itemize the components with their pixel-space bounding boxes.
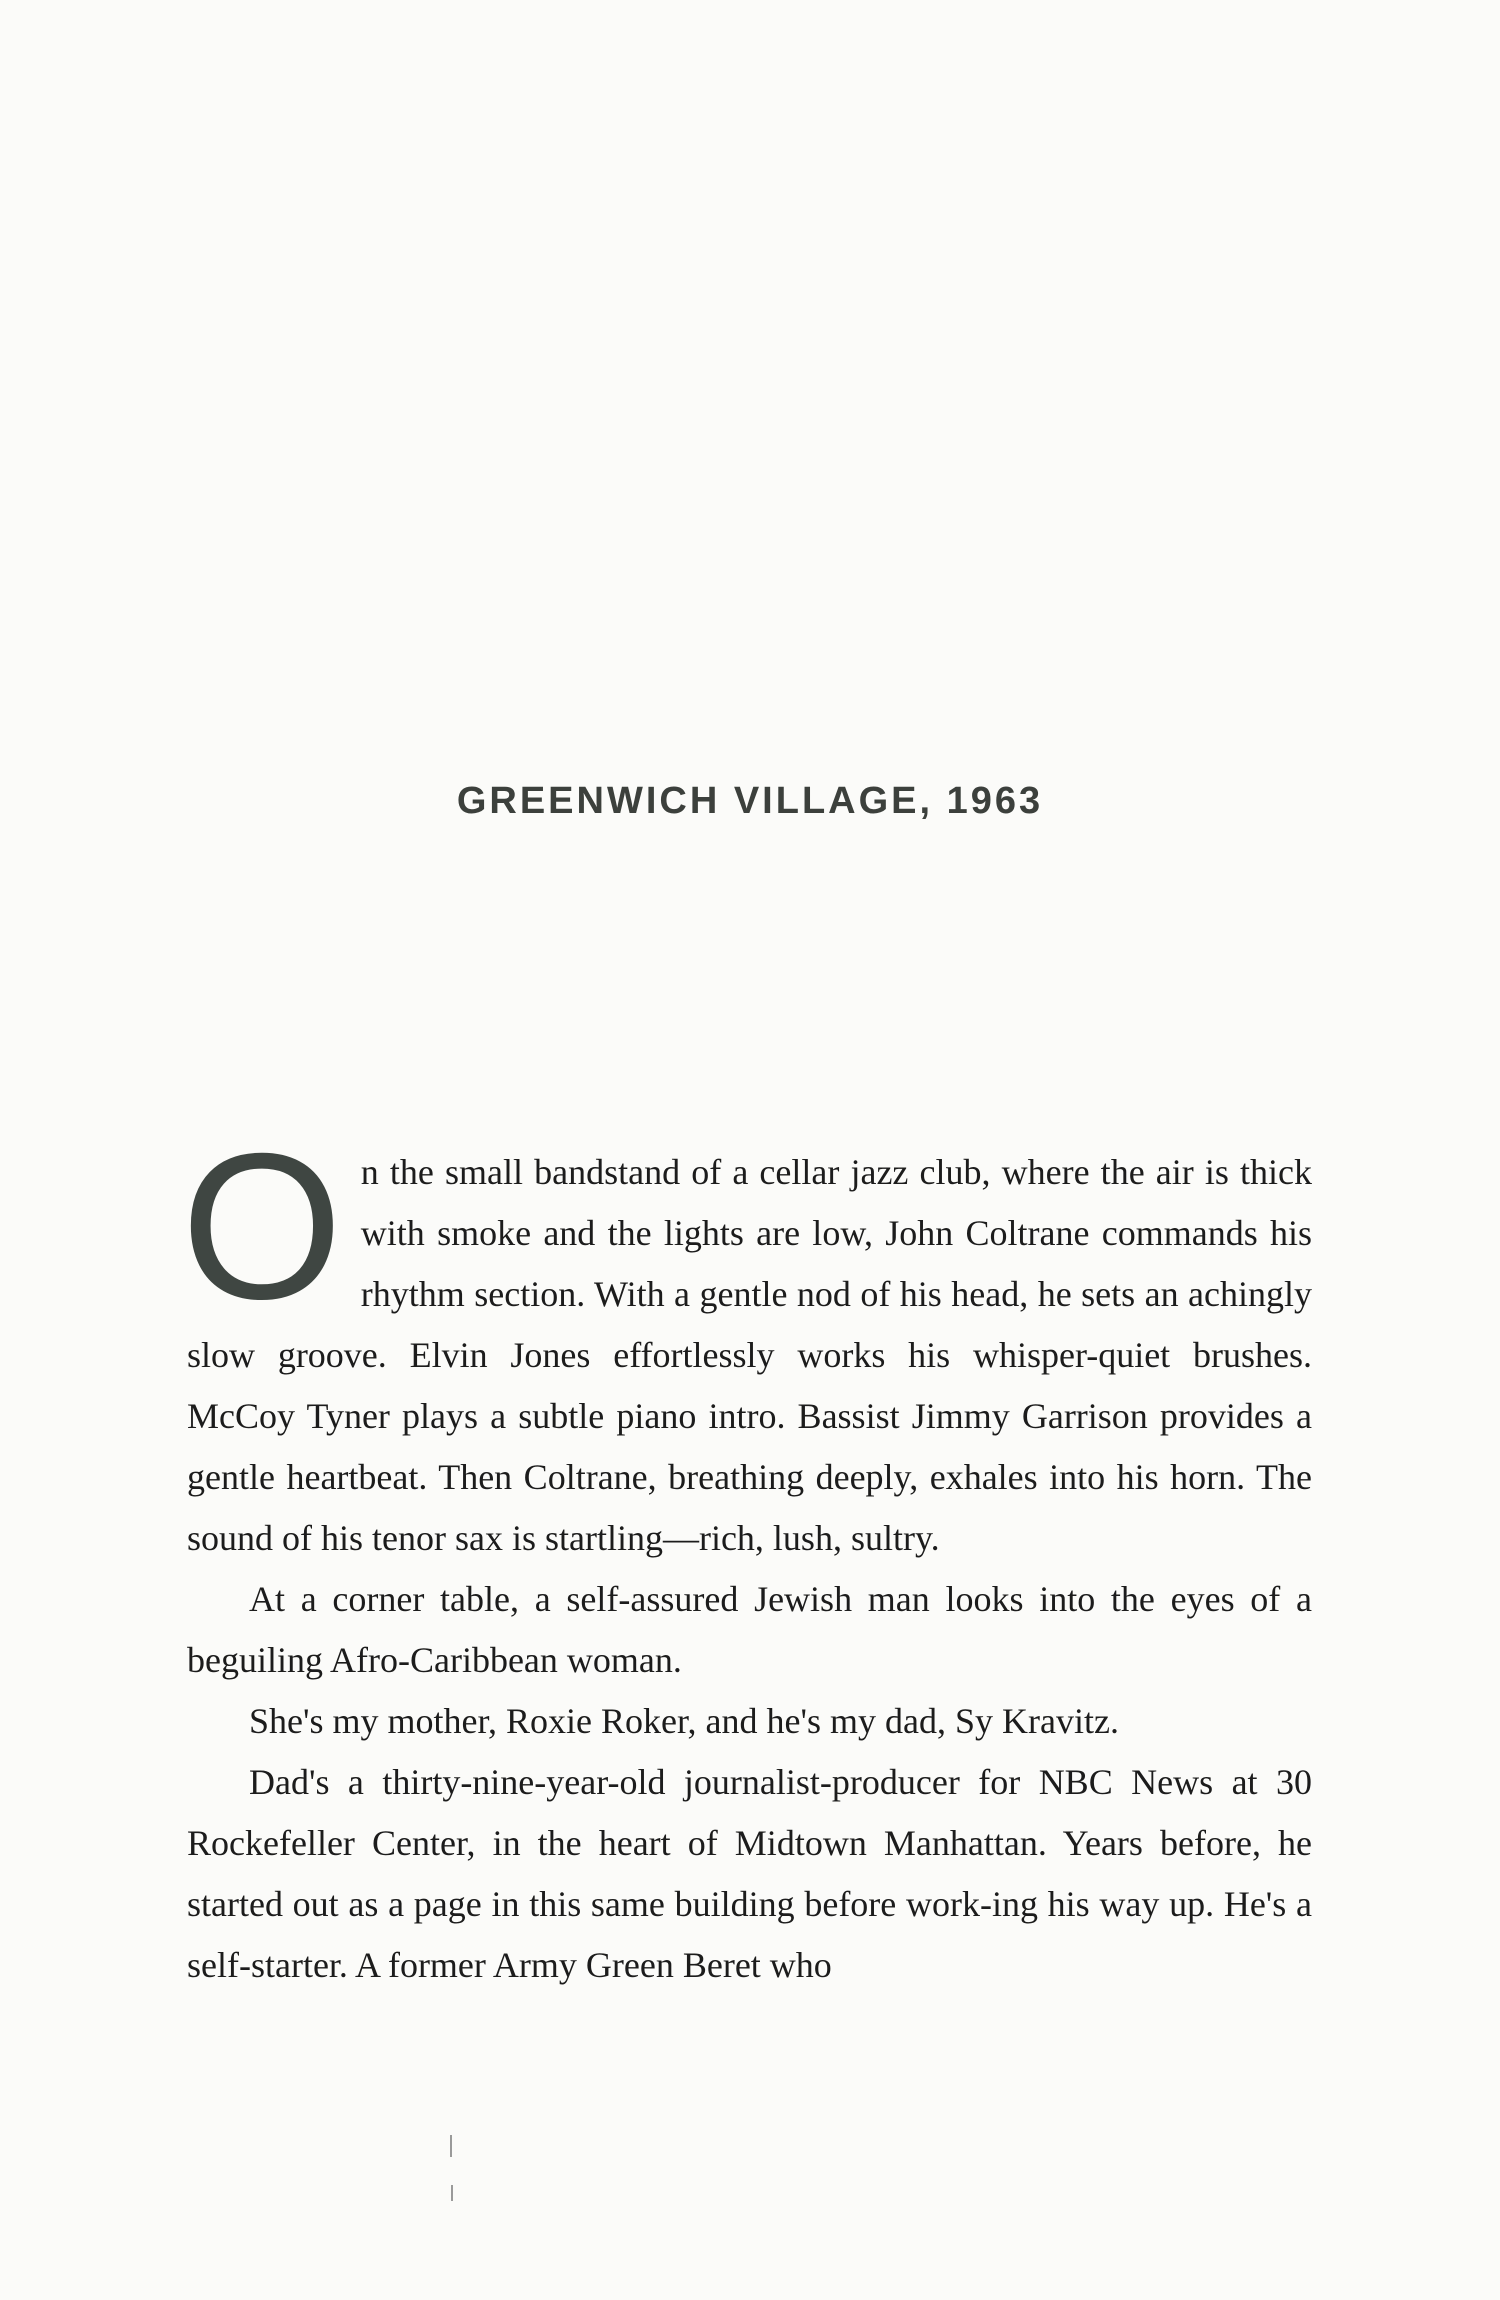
drop-cap: O [181,1111,343,1343]
paragraph-3-text: She's my mother, Roxie Roker, and he's my dad, Sy Kravitz. [249,1701,1119,1741]
paragraph-1 [181,1111,1312,1569]
paragraph-4-text: Dad's a thirty-nine-year-old journalist-producer for NBC News at 30 Rockefeller Center, in the heart of Midtown Manhattan. Years before, he started out as a page in this same building before work-ing his way up. He's a self-starter. A former Army Green Beret who [187,1762,1312,1985]
paragraph-2-text: At a corner table, a self-assured Jewish man looks into the eyes of a beguiling Afro-Caribbean woman. [187,1579,1312,1680]
scan-speck [450,2135,452,2157]
body-text [181,1111,1312,1996]
scan-speck [451,2185,453,2201]
paragraph-4 [187,1752,1312,1996]
paragraph-3 [187,1691,1312,1752]
paragraph-1-text: n the small bandstand of a cellar jazz club, where the air is thick with smoke and the lights are low, John Coltrane commands his rhythm section. With a gentle nod of his head, he sets an achingly slow groove. Elvin Jones effortlessly works his whisper-quiet brushes. McCoy Tyner plays a subtle piano intro. Bassist Jimmy Garrison provides a gentle heartbeat. Then Coltrane, breathing deeply, exhales into his horn. The sound of his tenor sax is startling—rich, lush, sultry. [187,1152,1312,1558]
chapter-heading: GREENWICH VILLAGE, 1963 [456,780,1044,822]
paragraph-2 [187,1569,1312,1691]
